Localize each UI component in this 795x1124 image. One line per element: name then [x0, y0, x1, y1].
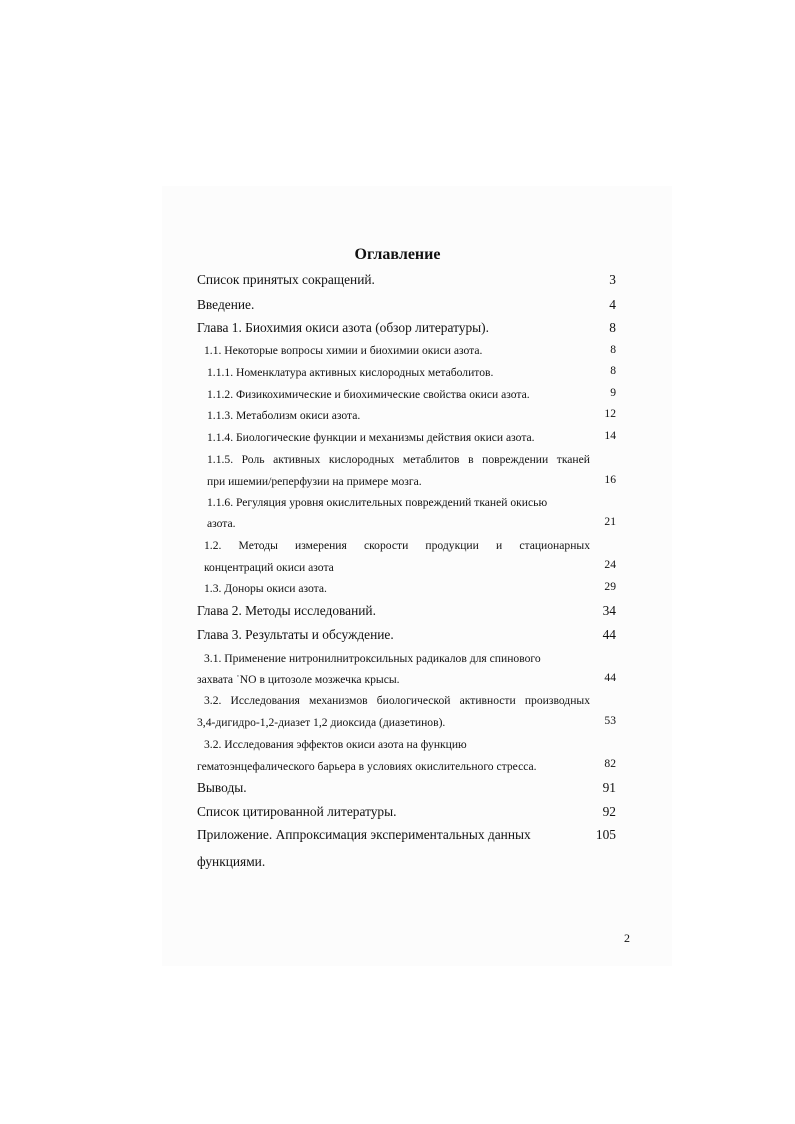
toc-entry-page: 8	[610, 343, 616, 356]
toc-entry-page: 21	[604, 515, 616, 528]
toc-entry-page: 44	[604, 671, 616, 684]
toc-entry-page: 14	[604, 429, 616, 442]
toc-entry	[197, 716, 445, 729]
toc-entry	[204, 582, 327, 595]
toc-entry-page: 24	[604, 558, 616, 571]
toc-entry-page: 4	[609, 297, 616, 312]
toc-entry-page: 105	[595, 827, 616, 842]
toc-entry-page: 8	[610, 364, 616, 377]
toc-entry-text: 3,4-дигидро-1,2-диазет 1,2 диоксида (диазетинов).	[197, 716, 446, 729]
toc-entry	[207, 453, 590, 466]
toc-entry	[207, 431, 535, 444]
toc-entry	[207, 496, 547, 509]
toc-entry	[197, 603, 376, 619]
toc-entry-text: 1.3. Доноры окиси азота.	[204, 582, 327, 595]
toc-entry	[207, 366, 493, 379]
toc-entry-page: 92	[602, 804, 616, 819]
toc-entry-text: 3.2. Исследования механизмов биологической активности производных	[204, 694, 590, 707]
toc-entry-text: при ишемии/реперфузии на примере мозга.	[207, 475, 422, 488]
toc-entry	[197, 760, 537, 773]
toc-entry-text: Глава 2. Методы исследований.	[197, 603, 376, 618]
toc-entry-page: 8	[609, 320, 616, 335]
toc-entry-page: 9	[610, 386, 616, 399]
toc-entry-text: Приложение. Аппроксимация экспериментальных данных	[197, 827, 531, 842]
toc-entry	[197, 627, 394, 643]
toc-entry-page: 91	[602, 780, 616, 795]
toc-entry	[197, 272, 375, 288]
toc-entry-text: 1.1. Некоторые вопросы химии и биохимии окиси азота.	[204, 344, 483, 357]
toc-entry-text: 1.1.4. Биологические функции и механизмы действия окиси азота.	[207, 431, 535, 444]
page-number: 2	[624, 931, 630, 945]
toc-entry-page: 29	[604, 580, 616, 593]
toc-entry-text: захвата ˙NO в цитозоле мозжечка крысы.	[197, 673, 400, 686]
toc-entry-text: 3.1. Применение нитронилнитроксильных радикалов для спинового	[204, 652, 541, 665]
toc-entry	[197, 320, 489, 336]
toc-entry-text: Глава 1. Биохимия окиси азота (обзор литературы).	[197, 320, 489, 335]
toc-entry-text: Глава 3. Результаты и обсуждение.	[197, 627, 394, 642]
toc-entry	[204, 344, 482, 357]
toc-entry	[204, 539, 590, 552]
toc-entry-text: концентраций окиси азота	[204, 561, 334, 574]
toc-entry-text: Список цитированной литературы.	[197, 804, 397, 819]
toc-entry-text: 1.1.1. Номенклатура активных кислородных метаболитов.	[207, 366, 494, 379]
toc-entry-text: Введение.	[197, 297, 255, 312]
toc-entry-text: Выводы.	[197, 780, 247, 795]
toc-entry-text: гематоэнцефалического барьера в условиях окислительного стресса.	[197, 760, 537, 773]
toc-entry-text: 1.1.5. Роль активных кислородных метаблитов в повреждении тканей	[207, 453, 590, 466]
toc-entry	[197, 804, 396, 820]
toc-entry	[204, 694, 590, 707]
toc-entry	[207, 475, 422, 488]
toc-entry-page: 12	[604, 407, 616, 420]
toc-entry	[197, 673, 400, 686]
toc-entry	[204, 561, 334, 574]
toc-entry	[204, 738, 467, 751]
toc-entry-page: 53	[604, 714, 616, 727]
toc-entry	[207, 409, 360, 422]
toc-entry-page: 3	[609, 272, 616, 287]
toc-entry	[197, 854, 265, 870]
toc-entry	[204, 652, 541, 665]
toc-entry-page: 16	[604, 473, 616, 486]
toc-entry	[197, 827, 531, 843]
toc-entry-text: 3.2. Исследования эффектов окиси азота на функцию	[204, 738, 467, 751]
toc-title: Оглавление	[354, 246, 441, 263]
toc-entry-page: 44	[602, 627, 616, 642]
toc-entry-text: азота.	[207, 517, 236, 530]
toc-entry-text: 1.2. Методы измерения скорости продукции и стационарных	[204, 539, 590, 552]
toc-entry-text: функциями.	[197, 854, 266, 869]
toc-entry	[197, 780, 247, 796]
toc-entry-text: Список принятых сокращений.	[197, 272, 375, 287]
toc-entry-page: 82	[604, 757, 616, 770]
toc-entry	[197, 297, 254, 313]
toc-entry-text: 1.1.6. Регуляция уровня окислительных повреждений тканей окисью	[207, 496, 548, 509]
toc-entry	[207, 388, 530, 401]
toc-entry-text: 1.1.3. Метаболизм окиси азота.	[207, 409, 361, 422]
toc-entry	[207, 517, 236, 530]
toc-entry-page: 34	[602, 603, 616, 618]
toc-entry-text: 1.1.2. Физикохимические и биохимические свойства окиси азота.	[207, 388, 530, 401]
